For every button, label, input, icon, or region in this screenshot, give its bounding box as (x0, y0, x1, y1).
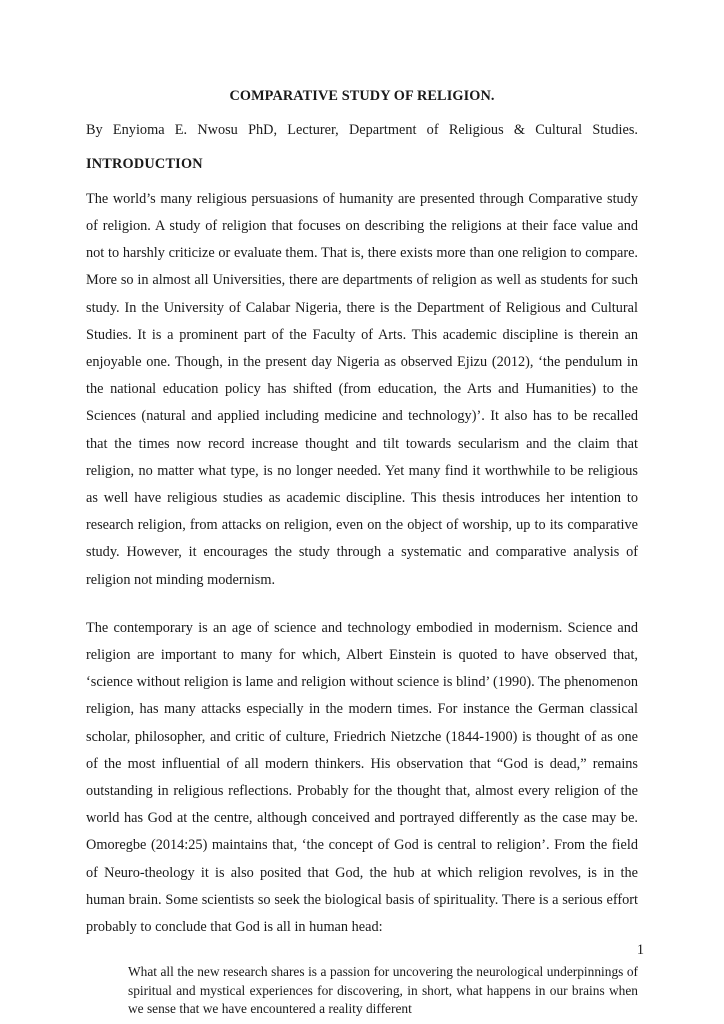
document-content (86, 0, 638, 1018)
page-number: 1 (636, 942, 644, 958)
body-paragraph: The contemporary is an age of science and technology embodied in modernism. Science and religion are important to many for which, Albert Einstein is quoted to have observed that, ‘science without religion is lame and religion without science is blind’ (1990). The phenomenon religion, has many attacks especially in the modern times. For instance the German classical scholar, philosopher, and critic of culture, Friedrich Nietzche (1844-1900) is thought of as one of the most influential of all modern thinkers. His observation that “God is dead,” remains outstanding in religious reflections. Probably for the thought that, almost every religion of the world has God at the centre, although conceived and portrayed differently as the case may be. Omoregbe (2014:25) maintains that, ‘the concept of God is central to religion’. From the field of Neuro-theology it is also posited that God, the hub at which religion revolves, is in the human brain. Some scientists so seek the biological basis of spirituality. There is a serious effort probably to conclude that God is all in human head: (86, 619, 638, 936)
author-byline: By Enyioma E. Nwosu PhD, Lecturer, Department of Religious & Cultural Studies. (86, 121, 638, 138)
section-heading-introduction: INTRODUCTION (86, 156, 203, 173)
block-quotation: What all the new research shares is a passion for uncovering the neurological underpinnings of spiritual and mystical experiences for discovering, in short, what happens in our brains when we sense that we have encountered a reality different (128, 964, 638, 1017)
body-paragraph: The world’s many religious persuasions of humanity are presented through Comparative study of religion. A study of religion that focuses on describing the religions at their face value and not to harshly criticize or evaluate them. That is, there exists more than one religion to compare. More so in almost all Universities, there are departments of religion as well as students for such study. In the University of Calabar Nigeria, there is the Department of Religious and Cultural Studies. It is a prominent part of the Faculty of Arts. This academic discipline is therein an enjoyable one. Though, in the present day Nigeria as observed Ejizu (2012), ‘the pendulum in the national education policy has shifted (from education, the Arts and Humanities) to the Sciences (natural and applied including medicine and technology)’. It also has to be recalled that the times now record increase thought and tilt towards secularism and the claim that religion, no matter what type, is no longer needed. Yet many find it worthwhile to be religious as well have religious studies as academic discipline. This thesis introduces her intention to research religion, from attacks on religion, even on the object of worship, up to its comparative study. However, it encourages the study through a systematic and comparative analysis of religion not minding modernism. (86, 190, 638, 588)
page-title: COMPARATIVE STUDY OF RELIGION. (229, 88, 495, 104)
